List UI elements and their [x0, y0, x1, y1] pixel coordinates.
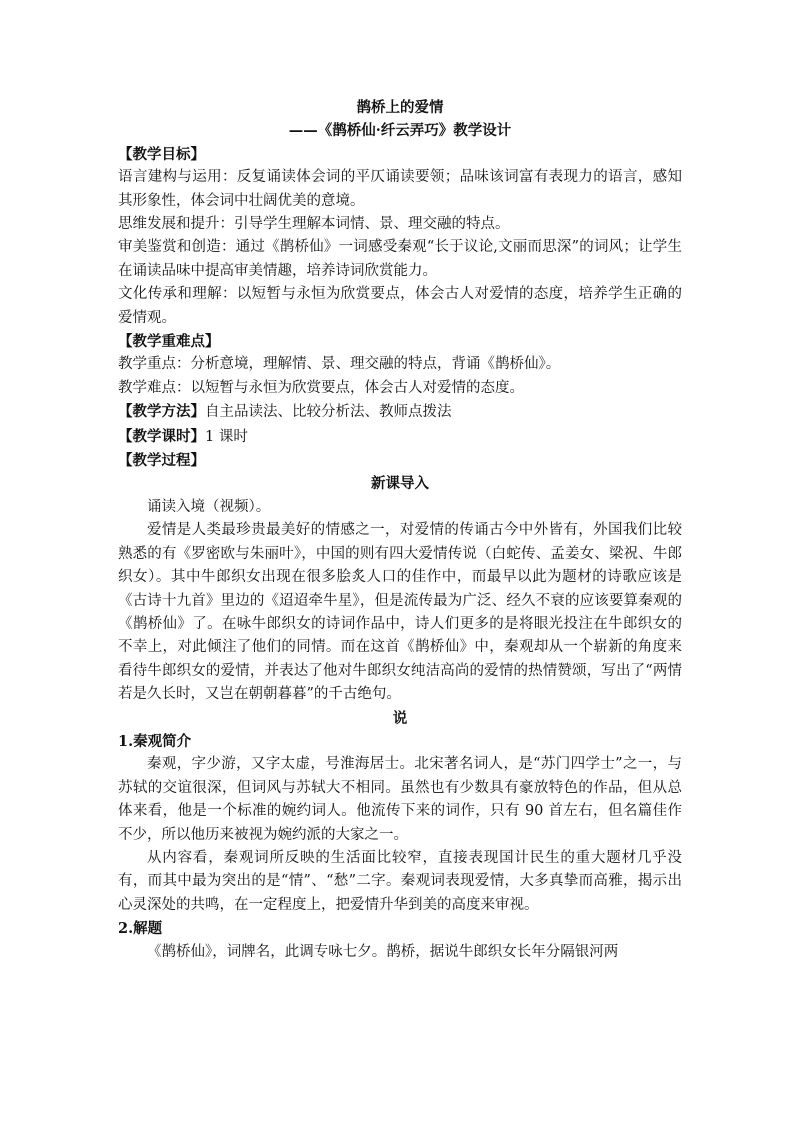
hours-heading: 【教学课时】: [118, 427, 205, 445]
document-body: [118, 96, 682, 964]
methods-line: [118, 400, 682, 424]
intro-paragraph: 诵读入境（视频）。: [147, 498, 271, 515]
intro-heading: 新课导入: [371, 475, 429, 493]
process-heading: 【教学过程】: [118, 452, 205, 470]
key-point-item: 教学难点：以短暂与永恒为欣赏要点，体会古人对爱情的态度。: [118, 379, 524, 396]
objective-item: 审美鉴赏和创造：通过《鹊桥仙》一词感受秦观“长于议论,文丽而思深”的词风；让学生在诵读品味中提高审美情趣，培养诗词欣赏能力。: [118, 239, 682, 279]
key-points-heading: 【教学重难点】: [118, 333, 220, 351]
qinguan-paragraph: 从内容看，秦观词所反映的生活面比较窄，直接表现国计民生的重大题材几乎没有，而其中最为突出的是“情”、“愁”二字。秦观词表现爱情，大多真挚而高雅，揭示出心灵深处的共鸣，在一定程度上，把爱情升华到美的高度来审视。: [118, 849, 682, 913]
objectives-heading: 【教学目标】: [118, 145, 205, 163]
intro-paragraph: 爱情是人类最珍贵最美好的情感之一，对爱情的传诵古今中外皆有，外国我们比较熟悉的有《罗密欧与朱丽叶》，中国的则有四大爱情传说（白蛇传、孟姜女、梁祝、牛郎织女）。其中牛郎织女出现在很多脍炙人口的佳作中，而最早以此为题材的诗歌应该是《古诗十九首》里边的《迢迢牵牛星》，但是流传最为广泛、经久不衰的应该要算秦观的《鹊桥仙》了。在咏牛郎织女的诗词作品中，诗人们更多的是将眼光投注在牛郎织女的不幸上，对此倾注了他们的同情。而在这首《鹊桥仙》中，秦观却从一个崭新的角度来看待牛郎织女的爱情，并表达了他对牛郎织女纯洁高尚的爱情的热情赞颂，写出了“两情若是久长时，又岂在朝朝暮暮”的千古绝句。: [118, 522, 682, 703]
key-point-item: 教学重点：分析意境，理解情、景、理交融的特点，背诵《鹊桥仙》。: [118, 356, 561, 373]
qinguan-paragraph: 秦观，字少游，又字太虚，号淮海居士。北宋著名词人，是“苏门四学士”之一，与苏轼的交谊很深，但词风与苏轼大不相同。虽然也有少数具有豪放特色的作品，但从总体来看，他是一个标准的婉约词人。他流传下来的词作，只有 90 首左右，但名篇佳作不少，所以他历来被视为婉约派的大家之一。: [118, 756, 682, 843]
qinguan-heading: 1.秦观简介: [118, 732, 192, 750]
document-subtitle: ——《鹊桥仙·纤云弄巧》教学设计: [288, 122, 512, 140]
title-explain-paragraph: 《鹊桥仙》，词牌名，此调专咏七夕。鹊桥，据说牛郎织女长年分隔银河两: [147, 943, 619, 960]
title-explain-heading: 2.解题: [118, 920, 163, 938]
document-title: 鹊桥上的爱情: [356, 99, 444, 116]
objective-item: 文化传承和理解：以短暂与永恒为欣赏要点，体会古人对爱情的态度，培养学生正确的爱情观。: [118, 286, 682, 326]
hours-line: [118, 425, 682, 449]
objective-item: 语言建构与运用：反复诵读体会词的平仄诵读要领；品味该词富有表现力的语言，感知其形象性，体会词中壮阔优美的意境。: [118, 169, 682, 209]
objective-item: 思维发展和提升：引导学生理解本词情、景、理交融的特点。: [118, 216, 510, 232]
methods-heading: 【教学方法】: [118, 403, 205, 421]
speak-heading: 说: [392, 709, 408, 727]
hours-text: 1 课时: [205, 428, 248, 445]
methods-text: 自主品读法、比较分析法、教师点拨法: [205, 404, 452, 421]
